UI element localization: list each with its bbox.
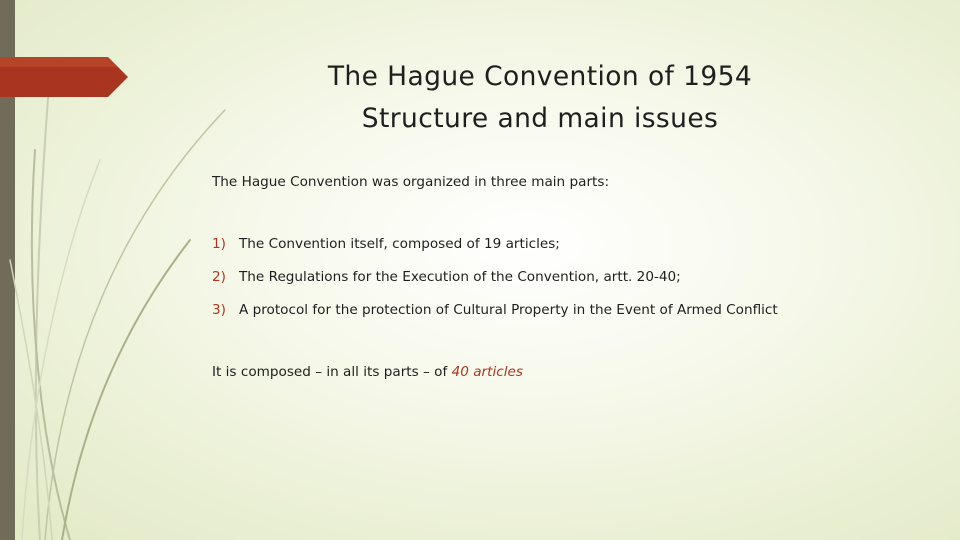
list-item [212, 267, 778, 300]
list-item-text: A protocol for the protection of Cultural Property in the Event of Armed Conflict [239, 302, 778, 318]
list-item-number: 2) [212, 269, 226, 285]
list-item [212, 300, 778, 333]
summary-text [212, 362, 523, 382]
title-line-1: The Hague Convention of 1954 [327, 61, 753, 92]
title-line-2: Structure and main issues [361, 103, 719, 134]
list-item-text: The Convention itself, composed of 19 articles; [239, 236, 560, 252]
parts-list [212, 234, 778, 333]
list-item-number: 3) [212, 302, 226, 318]
list-item-text: The Regulations for the Execution of the Convention, artt. 20-40; [239, 269, 681, 285]
decor-stroke [36, 72, 50, 540]
intro-text: The Hague Convention was organized in three main parts: [212, 174, 610, 190]
slide-title [240, 56, 840, 140]
list-item [212, 234, 778, 267]
list-item-number: 1) [212, 236, 226, 252]
decor-stroke [10, 260, 52, 540]
title-arrow-marker [0, 57, 128, 97]
decor-stroke [22, 160, 100, 540]
decor-stroke [62, 240, 190, 540]
summary-text-main: It is composed – in all its parts – of [212, 364, 452, 380]
article-count-emphasis: 40 articles [451, 364, 523, 380]
